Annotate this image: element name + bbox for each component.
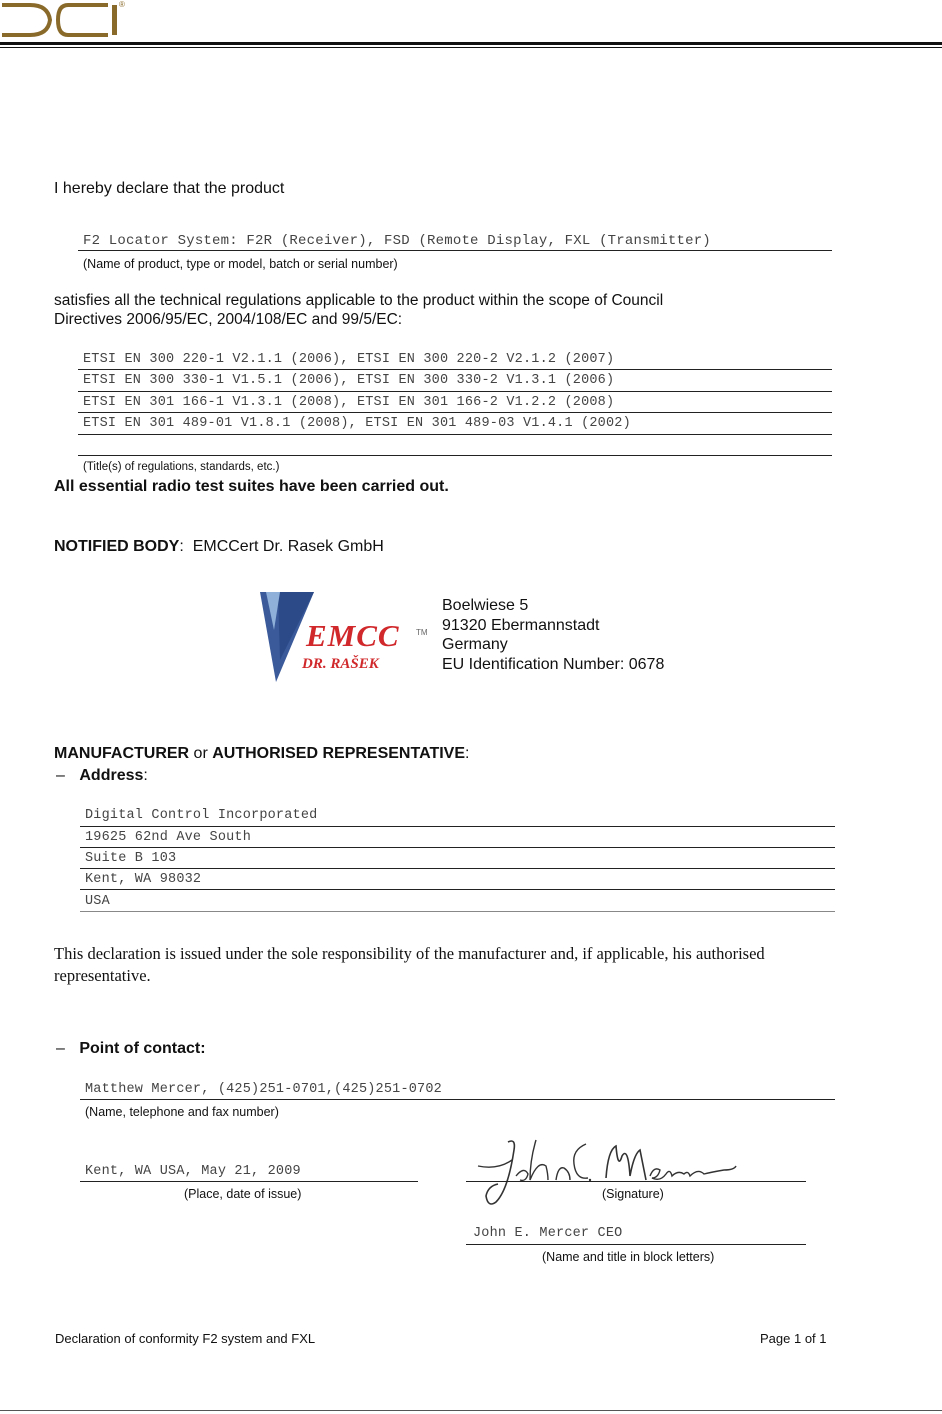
signature-caption: (Signature) — [602, 1187, 664, 1201]
address-line: Germany — [442, 636, 508, 653]
regulation-underline — [78, 412, 832, 413]
name-title-caption: (Name and title in block letters) — [542, 1250, 715, 1264]
footer-rule — [0, 1410, 942, 1411]
regulation-underline — [78, 369, 832, 370]
address-underline — [80, 847, 835, 848]
signature-text — [808, 1130, 809, 1131]
regulation-underline — [78, 434, 832, 435]
regulation-underline — [78, 455, 832, 456]
manufacturer-address-line: Digital Control Incorporated — [85, 808, 318, 823]
product-underline — [78, 250, 832, 251]
regulation-line: ETSI EN 301 489-01 V1.8.1 (2008), ETSI EN 301 489-03 V1.4.1 (2002) — [83, 416, 631, 431]
emcc-logo-text: EMCC — [306, 618, 400, 653]
dash-bullet: – — [56, 1040, 65, 1057]
product-value: F2 Locator System: F2R (Receiver), FSD (Remote Display, FXL (Transmitter) — [83, 233, 711, 249]
manufacturer-heading-or: or — [189, 745, 213, 762]
contact-heading — [56, 1040, 206, 1058]
header-rule-thick — [0, 42, 942, 45]
emcc-logo-subtext: DR. RAŠEK — [302, 656, 379, 672]
contact-underline — [80, 1099, 835, 1100]
regulation-underline — [78, 391, 832, 392]
regulation-line: ETSI EN 301 166-1 V1.3.1 (2008), ETSI EN 301 166-2 V1.2.2 (2008) — [83, 395, 615, 410]
name-title-underline — [466, 1244, 806, 1245]
regulations-intro-line2: Directives 2006/95/EC, 2004/108/EC and 99/5/EC: — [54, 311, 403, 328]
manufacturer-address-line: Kent, WA 98032 — [85, 872, 202, 887]
contact-value: Matthew Mercer, (425)251-0701,(425)251-0702 — [85, 1082, 442, 1097]
address-line: 91320 Ebermannstadt — [442, 616, 600, 634]
address-underline — [80, 826, 835, 827]
footer-right: Page 1 of 1 — [760, 1331, 827, 1346]
declaration-intro: I hereby declare that the product — [54, 180, 285, 197]
address-underline — [80, 889, 835, 890]
emcc-logo-tm: TM — [416, 628, 428, 637]
emcc-logo — [258, 590, 438, 685]
address-heading — [56, 767, 148, 785]
notified-body-address — [442, 596, 664, 674]
manufacturer-address-line: 19625 62nd Ave South — [85, 830, 252, 845]
manufacturer-heading-part1: MANUFACTURER — [54, 745, 190, 762]
responsibility-line2: representative. — [54, 966, 151, 985]
radio-statement: All essential radio test suites have been carried out. — [54, 478, 449, 495]
contact-label: Point of contact: — [79, 1040, 206, 1057]
place-date-underline — [80, 1181, 418, 1182]
place-date-value: Kent, WA USA, May 21, 2009 — [85, 1164, 301, 1179]
signature-underline — [466, 1181, 806, 1182]
address-label: Address — [79, 767, 144, 784]
manufacturer-heading — [54, 745, 469, 763]
manufacturer-address-line: Suite B 103 — [85, 851, 177, 866]
regulation-line: ETSI EN 300 220-1 V2.1.1 (2006), ETSI EN 300 220-2 V2.1.2 (2007) — [83, 352, 615, 367]
address-line: EU Identification Number: 0678 — [442, 655, 665, 673]
name-title-value: John E. Mercer CEO — [473, 1226, 623, 1241]
header-rule-thin — [0, 47, 942, 48]
dci-logo-mark — [0, 0, 130, 42]
notified-body-separator: : — [179, 538, 184, 555]
regulations-caption: (Title(s) of regulations, standards, etc.) — [83, 461, 280, 473]
dash-bullet: – — [56, 767, 65, 784]
notified-body-line — [54, 538, 384, 556]
manufacturer-heading-part2: AUTHORISED REPRESENTATIVE — [212, 745, 465, 762]
product-caption: (Name of product, type or model, batch or serial number) — [83, 257, 398, 271]
manufacturer-address-line: USA — [85, 894, 110, 909]
address-colon: : — [143, 767, 148, 784]
place-date-caption: (Place, date of issue) — [184, 1187, 302, 1201]
notified-body-name: EMCCert Dr. Rasek GmbH — [192, 538, 384, 555]
contact-caption: (Name, telephone and fax number) — [85, 1105, 279, 1119]
registered-mark: ® — [119, 0, 125, 9]
address-line: Boelwiese 5 — [442, 597, 529, 614]
dci-logo — [0, 0, 130, 42]
regulations-intro-line1: satisfies all the technical regulations applicable to the product within the scope of Council — [54, 292, 664, 309]
manufacturer-heading-colon: : — [465, 745, 470, 762]
address-underline — [80, 868, 835, 869]
address-underline — [80, 911, 835, 912]
responsibility-line1: This declaration is issued under the sole responsibility of the manufacturer and, if applicable, his authorised — [54, 944, 765, 963]
footer-left: Declaration of conformity F2 system and FXL — [55, 1331, 316, 1346]
regulation-line: ETSI EN 300 330-1 V1.5.1 (2006), ETSI EN 300 330-2 V1.3.1 (2006) — [83, 373, 615, 388]
notified-body-label: NOTIFIED BODY — [54, 538, 180, 555]
